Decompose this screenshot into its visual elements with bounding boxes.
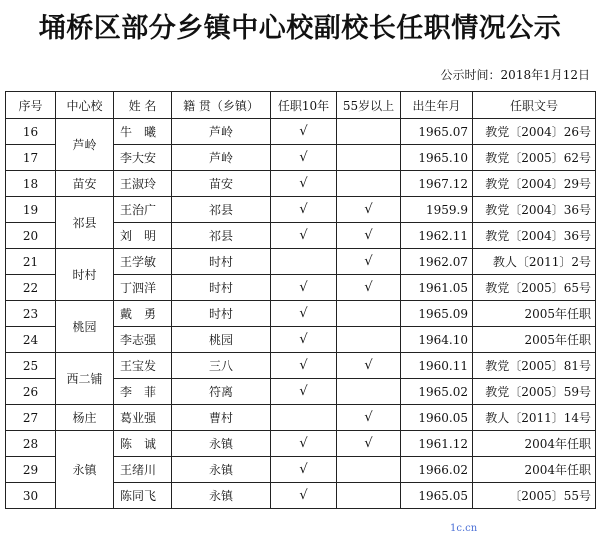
cell-no: 28 xyxy=(6,431,56,457)
cell-ten-years: √ xyxy=(271,145,337,171)
cell-ten-years: √ xyxy=(271,431,337,457)
cell-birth: 1961.05 xyxy=(401,275,473,301)
table-row xyxy=(6,431,596,457)
cell-over-55: √ xyxy=(337,249,401,275)
cell-school: 时村 xyxy=(56,249,114,301)
table-row xyxy=(6,301,596,327)
cell-birth: 1967.12 xyxy=(401,171,473,197)
publish-date: 公示时间：2018年1月12日 xyxy=(440,68,590,82)
cell-no: 26 xyxy=(6,379,56,405)
cell-birth: 1959.9 xyxy=(401,197,473,223)
cell-ten-years: √ xyxy=(271,457,337,483)
cell-birth: 1962.07 xyxy=(401,249,473,275)
cell-doc: 2004年任职 xyxy=(473,457,596,483)
cell-school: 芦岭 xyxy=(56,119,114,171)
cell-native: 永镇 xyxy=(172,431,271,457)
cell-doc: 教党〔2005〕62号 xyxy=(473,145,596,171)
cell-doc: 〔2005〕55号 xyxy=(473,483,596,509)
table-row xyxy=(6,171,596,197)
cell-ten-years: √ xyxy=(271,483,337,509)
cell-school: 桃园 xyxy=(56,301,114,353)
cell-name: 丁泗洋 xyxy=(114,275,172,301)
table-row xyxy=(6,405,596,431)
table-header-row xyxy=(6,92,596,119)
cell-birth: 1964.10 xyxy=(401,327,473,353)
cell-ten-years: √ xyxy=(271,275,337,301)
cell-name: 王学敏 xyxy=(114,249,172,275)
cell-name: 李大安 xyxy=(114,145,172,171)
cell-over-55: √ xyxy=(337,275,401,301)
header-school: 中心校 xyxy=(56,92,114,119)
cell-school: 苗安 xyxy=(56,171,114,197)
cell-birth: 1962.11 xyxy=(401,223,473,249)
cell-no: 25 xyxy=(6,353,56,379)
cell-school: 永镇 xyxy=(56,431,114,509)
cell-over-55 xyxy=(337,145,401,171)
cell-over-55 xyxy=(337,457,401,483)
cell-native: 三八 xyxy=(172,353,271,379)
cell-doc: 教党〔2004〕36号 xyxy=(473,197,596,223)
cell-native: 曹村 xyxy=(172,405,271,431)
cell-native: 祁县 xyxy=(172,197,271,223)
cell-name: 刘 明 xyxy=(114,223,172,249)
vice-principal-table xyxy=(5,91,596,509)
cell-doc: 2004年任职 xyxy=(473,431,596,457)
cell-native: 芦岭 xyxy=(172,119,271,145)
cell-native: 桃园 xyxy=(172,327,271,353)
header-over-55: 55岁以上 xyxy=(337,92,401,119)
cell-over-55 xyxy=(337,119,401,145)
cell-no: 18 xyxy=(6,171,56,197)
cell-ten-years xyxy=(271,405,337,431)
cell-birth: 1961.12 xyxy=(401,431,473,457)
cell-name: 陈同飞 xyxy=(114,483,172,509)
cell-over-55: √ xyxy=(337,197,401,223)
cell-over-55: √ xyxy=(337,431,401,457)
cell-native: 祁县 xyxy=(172,223,271,249)
cell-no: 23 xyxy=(6,301,56,327)
cell-no: 17 xyxy=(6,145,56,171)
cell-school: 杨庄 xyxy=(56,405,114,431)
cell-over-55 xyxy=(337,171,401,197)
table-body xyxy=(6,119,596,509)
cell-no: 24 xyxy=(6,327,56,353)
cell-school: 西二铺 xyxy=(56,353,114,405)
cell-ten-years: √ xyxy=(271,301,337,327)
cell-doc: 教党〔2005〕65号 xyxy=(473,275,596,301)
cell-doc: 教党〔2004〕26号 xyxy=(473,119,596,145)
header-birth: 出生年月 xyxy=(401,92,473,119)
cell-name: 王绪川 xyxy=(114,457,172,483)
cell-doc: 教党〔2004〕36号 xyxy=(473,223,596,249)
cell-doc: 教党〔2005〕81号 xyxy=(473,353,596,379)
header-name: 姓 名 xyxy=(114,92,172,119)
table-row xyxy=(6,353,596,379)
cell-no: 30 xyxy=(6,483,56,509)
cell-native: 符离 xyxy=(172,379,271,405)
cell-ten-years xyxy=(271,249,337,275)
cell-native: 时村 xyxy=(172,301,271,327)
cell-no: 22 xyxy=(6,275,56,301)
cell-doc: 教党〔2005〕59号 xyxy=(473,379,596,405)
cell-no: 27 xyxy=(6,405,56,431)
cell-birth: 1965.10 xyxy=(401,145,473,171)
cell-school: 祁县 xyxy=(56,197,114,249)
table-row xyxy=(6,197,596,223)
page-title: 埇桥区部分乡镇中心校副校长任职情况公示 xyxy=(38,13,562,44)
watermark: 1c.cn xyxy=(450,523,478,534)
cell-birth: 1960.05 xyxy=(401,405,473,431)
cell-name: 王淑玲 xyxy=(114,171,172,197)
cell-native: 时村 xyxy=(172,249,271,275)
cell-birth: 1960.11 xyxy=(401,353,473,379)
cell-name: 牛 曦 xyxy=(114,119,172,145)
cell-ten-years: √ xyxy=(271,327,337,353)
cell-native: 时村 xyxy=(172,275,271,301)
cell-ten-years: √ xyxy=(271,171,337,197)
cell-name: 陈 诚 xyxy=(114,431,172,457)
cell-doc: 教党〔2004〕29号 xyxy=(473,171,596,197)
table-row xyxy=(6,249,596,275)
cell-name: 葛业强 xyxy=(114,405,172,431)
cell-name: 王治广 xyxy=(114,197,172,223)
header-no: 序号 xyxy=(6,92,56,119)
cell-native: 苗安 xyxy=(172,171,271,197)
cell-no: 19 xyxy=(6,197,56,223)
cell-no: 16 xyxy=(6,119,56,145)
cell-name: 李志强 xyxy=(114,327,172,353)
cell-ten-years: √ xyxy=(271,379,337,405)
cell-no: 29 xyxy=(6,457,56,483)
cell-birth: 1965.07 xyxy=(401,119,473,145)
cell-name: 李 菲 xyxy=(114,379,172,405)
cell-over-55 xyxy=(337,483,401,509)
cell-name: 戴 勇 xyxy=(114,301,172,327)
cell-birth: 1965.02 xyxy=(401,379,473,405)
cell-native: 永镇 xyxy=(172,483,271,509)
cell-over-55: √ xyxy=(337,353,401,379)
cell-ten-years: √ xyxy=(271,119,337,145)
cell-over-55 xyxy=(337,301,401,327)
cell-birth: 1966.02 xyxy=(401,457,473,483)
header-native: 籍 贯（乡镇） xyxy=(172,92,271,119)
cell-native: 永镇 xyxy=(172,457,271,483)
table-row xyxy=(6,119,596,145)
cell-over-55: √ xyxy=(337,223,401,249)
cell-no: 20 xyxy=(6,223,56,249)
header-ten-years: 任职10年 xyxy=(271,92,337,119)
cell-over-55 xyxy=(337,327,401,353)
cell-ten-years: √ xyxy=(271,353,337,379)
cell-doc: 2005年任职 xyxy=(473,301,596,327)
cell-no: 21 xyxy=(6,249,56,275)
cell-doc: 教人〔2011〕2号 xyxy=(473,249,596,275)
cell-doc: 教人〔2011〕14号 xyxy=(473,405,596,431)
cell-doc: 2005年任职 xyxy=(473,327,596,353)
cell-birth: 1965.05 xyxy=(401,483,473,509)
cell-over-55: √ xyxy=(337,405,401,431)
cell-ten-years: √ xyxy=(271,223,337,249)
cell-ten-years: √ xyxy=(271,197,337,223)
header-doc: 任职文号 xyxy=(473,92,596,119)
cell-name: 王宝发 xyxy=(114,353,172,379)
cell-birth: 1965.09 xyxy=(401,301,473,327)
cell-over-55 xyxy=(337,379,401,405)
cell-native: 芦岭 xyxy=(172,145,271,171)
